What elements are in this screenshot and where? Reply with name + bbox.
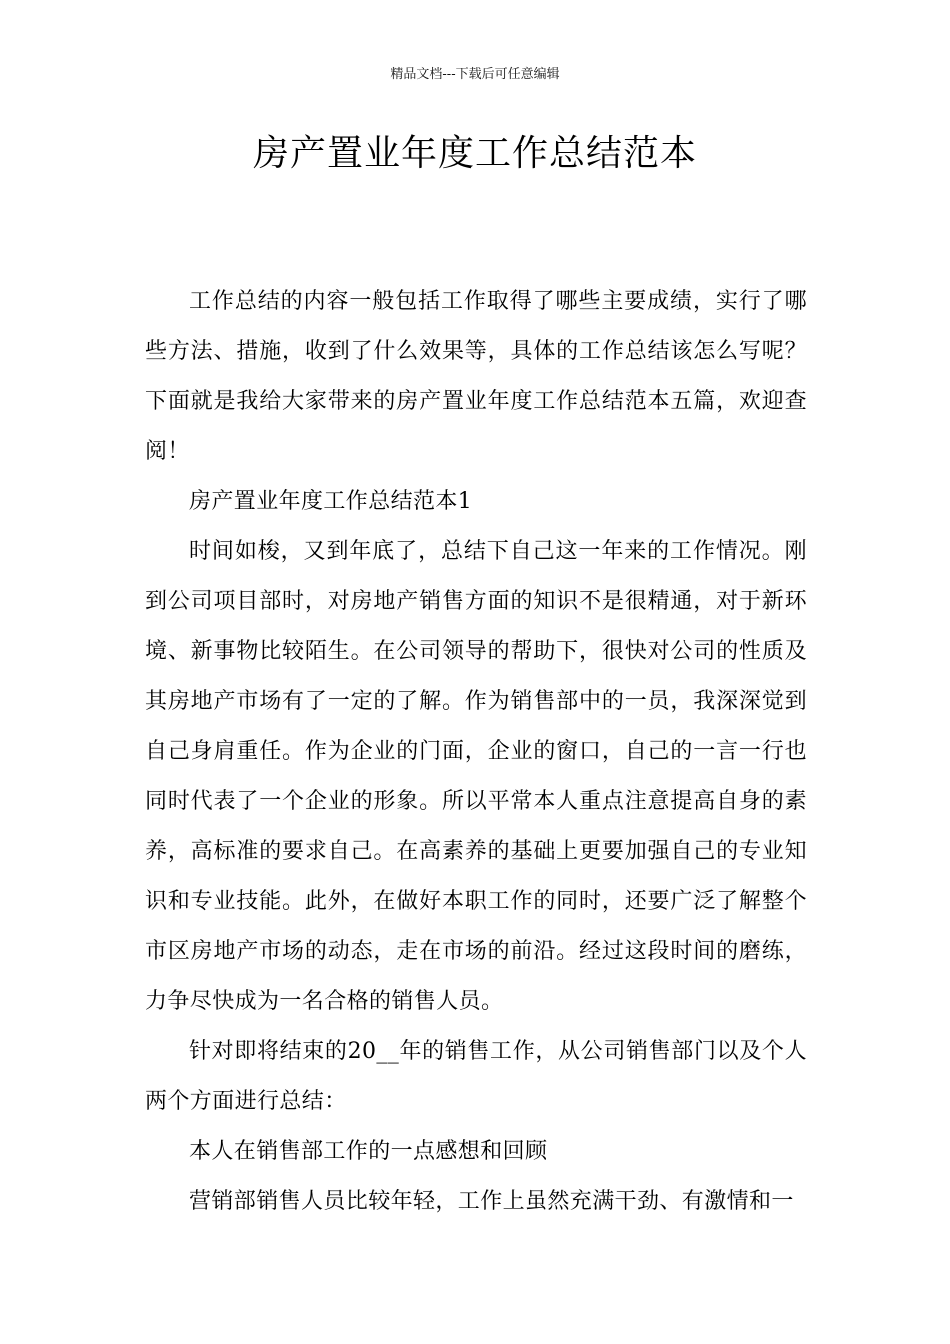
document-body [145,277,807,1227]
section-heading: 房产置业年度工作总结范本1 [189,489,473,514]
header-note: 精品文档---下载后可任意编辑 [390,67,560,82]
subsection-heading: 本人在销售部工作的一点感想和回顾 [189,1139,548,1164]
intro-paragraph: 工作总结的内容一般包括工作取得了哪些主要成绩，实行了哪些方法、措施，收到了什么效果等，具体的工作总结该怎么写呢？下面就是我给大家带来的房产置业年度工作总结范本五篇，欢迎查阅！ [145,289,807,464]
document-title: 房产置业年度工作总结范本 [252,133,697,174]
body-paragraph: 时间如梭，又到年底了，总结下自己这一年来的工作情况。刚到公司项目部时，对房地产销售方面的知识不是很精通，对于新环境、新事物比较陌生。在公司领导的帮助下，很快对公司的性质及其房地产市场有了一定的了解。作为销售部中的一员，我深深觉到自己身肩重任。作为企业的门面，企业的窗口，自己的一言一行也同时代表了一个企业的形象。所以平常本人重点注意提高自身的素养，高标准的要求自己。在高素养的基础上更要加强自己的专业知识和专业技能。此外，在做好本职工作的同时，还要广泛了解整个市区房地产市场的动态，走在市场的前沿。经过这段时间的磨练，力争尽快成为一名合格的销售人员。 [145,539,807,1014]
body-paragraph: 针对即将结束的20__年的销售工作，从公司销售部门以及个人两个方面进行总结： [145,1039,807,1114]
body-paragraph: 营销部销售人员比较年轻，工作上虽然充满干劲、有激情和一 [189,1189,794,1214]
